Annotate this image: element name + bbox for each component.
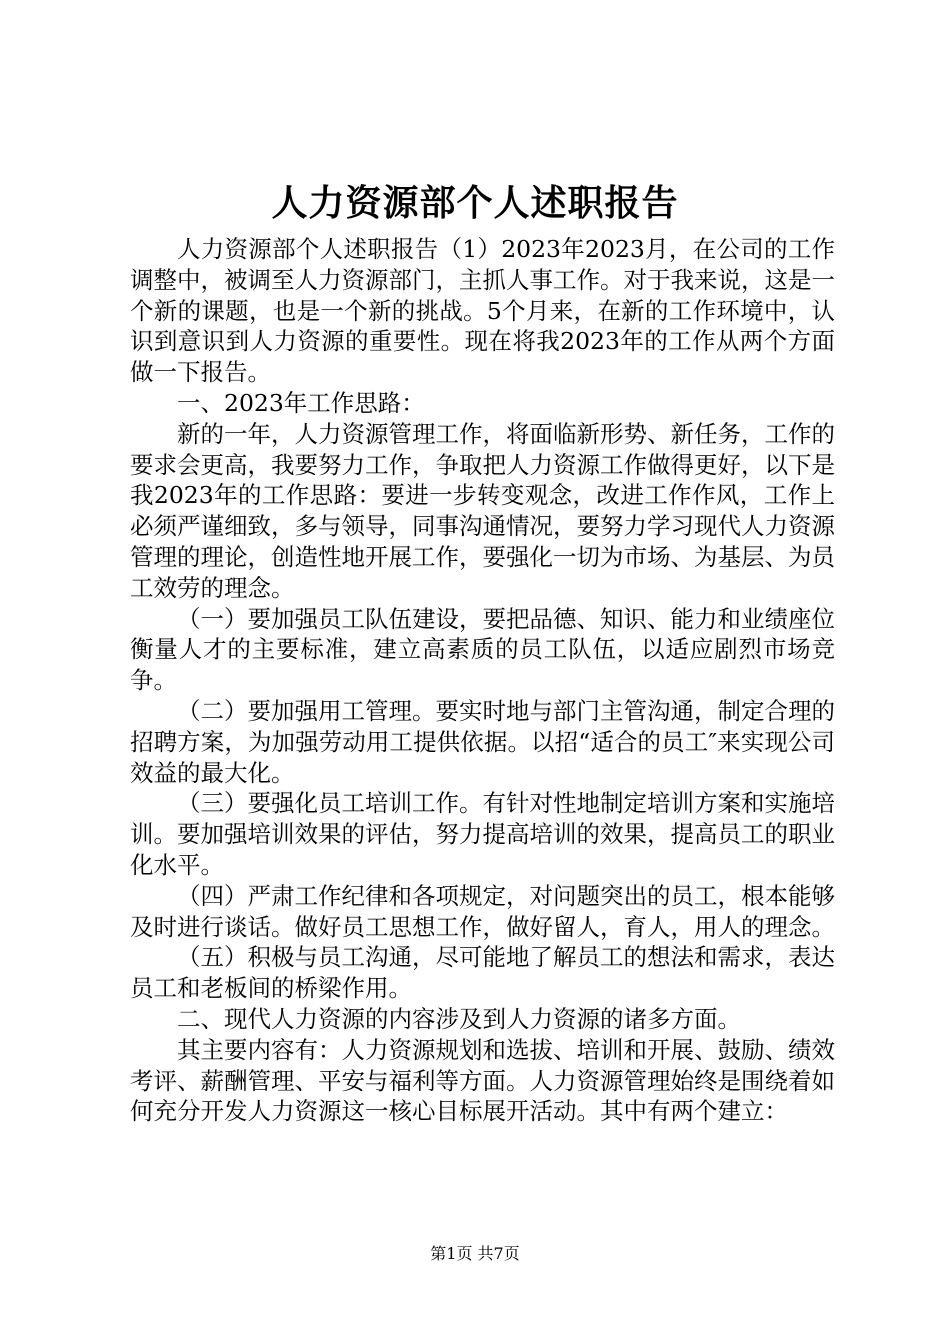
list-item: （二）要加强用工管理。要实时地与部门主管沟通，制定合理的招聘方案，为加强劳动用工提供依据。以招“适合的员工″来实现公司效益的最大化。 <box>130 696 835 787</box>
list-item: （一）要加强员工队伍建设，要把品德、知识、能力和业绩座位衡量人才的主要标准，建立高素质的员工队伍，以适应剧烈市场竞争。 <box>130 604 835 695</box>
paragraph: 其主要内容有：人力资源规划和选拔、培训和开展、鼓励、绩效考评、薪酬管理、平安与福利等方面。人力资源管理始终是围绕着如何充分开发人力资源这一核心目标展开活动。其中有两个建立： <box>130 1035 835 1126</box>
paragraph: 人力资源部个人述职报告（1）2023年2023月，在公司的工作调整中，被调至人力资源部门，主抓人事工作。对于我来说，这是一个新的课题，也是一个新的挑战。5个月来，在新的工作环境中，认识到意识到人力资源的重要性。现在将我2023年的工作从两个方面做一下报告。 <box>130 235 835 387</box>
page-footer: 第1页 共7页 <box>430 1244 520 1263</box>
section-heading: 一、2023年工作思路： <box>177 388 425 417</box>
paragraph: 新的一年，人力资源管理工作，将面临新形势、新任务，工作的要求会更高，我要努力工作，争取把人力资源工作做得更好，以下是我2023年的工作思路：要进一步转变观念，改进工作作风，工作上必须严谨细致，多与领导，同事沟通情况，要努力学习现代人力资源管理的理论，创造性地开展工作，要强化一切为市场、为基层、为员工效劳的理念。 <box>130 419 835 602</box>
document-title: 人力资源部个人述职报告 <box>271 182 679 224</box>
document-body <box>130 234 835 1127</box>
list-item: （三）要强化员工培训工作。有针对性地制定培训方案和实施培训。要加强培训效果的评估，努力提高培训的效果，提高员工的职业化水平。 <box>130 789 835 879</box>
section-heading: 二、现代人力资源的内容涉及到人力资源的诸多方面。 <box>177 1004 741 1033</box>
list-item: （四）严肃工作纪律和各项规定，对问题突出的员工，根本能够及时进行谈话。做好员工思想工作，做好留人，育人，用人的理念。 <box>130 881 835 941</box>
list-item: （五）积极与员工沟通，尽可能地了解员工的想法和需求，表达员工和老板间的桥梁作用。 <box>130 943 835 1003</box>
